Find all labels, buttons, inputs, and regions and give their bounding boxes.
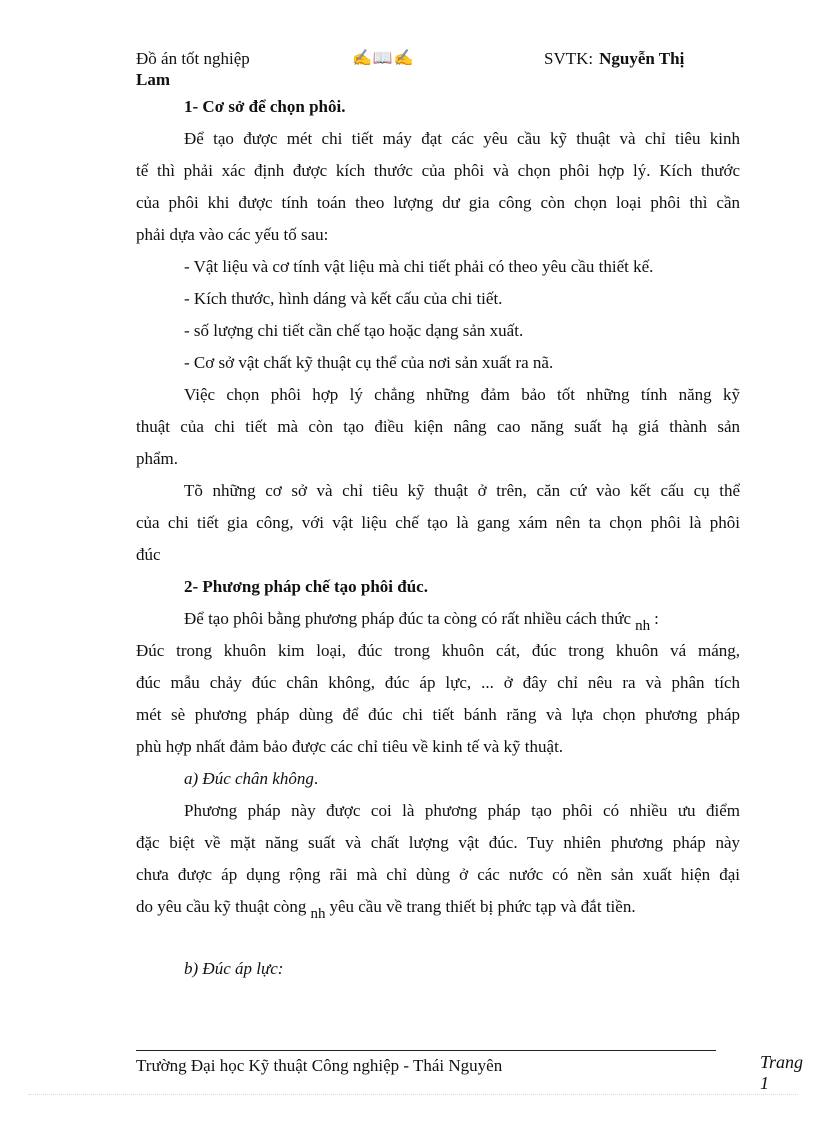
line-text-end: yêu cầu về trang thiết bị phức tạp và đắt tiền. [329,897,636,916]
paragraph-line: mét sè phương pháp dùng để đúc chi tiết bánh răng và lựa chọn phương pháp [136,705,740,724]
header-author-name-cont: Lam [136,70,170,89]
document-body [136,94,740,988]
paragraph-line: Để tạo được mét chi tiết máy đạt các yêu cầu kỹ thuật và chỉ tiêu kinh [184,129,740,148]
paragraph-line: của chi tiết gia công, với vật liệu chế tạo là gang xám nên ta chọn phôi là phôi [136,513,740,532]
subsection-heading-text: a) Đúc chân không [184,769,314,788]
book-ornament-icon: ✍📖✍ [352,50,415,67]
section-heading: 2- Phương pháp chế tạo phôi đúc. [184,577,428,596]
paragraph-line [136,894,740,926]
paragraph-line: phải dựa vào các yếu tố sau: [136,225,329,244]
line-text: do yêu cầu kỹ thuật còng [136,897,307,916]
header-title: Đồ án tốt nghiệp [136,49,250,68]
subsection-heading-end: . [313,769,319,788]
header-author-label: SVTK: [544,49,594,68]
paragraph-line: phẩm. [136,449,179,468]
bullet-item: - số lượng chi tiết cần chế tạo hoặc dạng sản xuất. [184,321,524,340]
paragraph-line: của phôi khi được tính toán theo lượng dư gia công còn chọn loại phôi thì cần [136,193,740,212]
paragraph-line: phù hợp nhất đảm bảo được các chỉ tiêu về kinh tế và kỹ thuật. [136,737,564,756]
bullet-item: - Vật liệu và cơ tính vật liệu mà chi tiết phải có theo yêu cầu thiết kế. [184,257,654,276]
paragraph-line: Tõ những cơ sở và chỉ tiêu kỹ thuật ở trên, căn cứ vào kết cấu cụ thể [184,481,740,500]
paragraph-line: đúc [136,545,161,564]
page-edge-divider [28,1094,798,1095]
line-text: Để tạo phôi bằng phương pháp đúc ta còng có rất nhiều cách thức [184,609,632,628]
paragraph-line [136,606,740,638]
section-heading: 1- Cơ sở để chọn phôi. [184,97,346,116]
paragraph-line: đúc mẫu chảy đúc chân không, đúc áp lực, ... ở đây chỉ nêu ra và phân tích [136,673,740,692]
paragraph-line: Phương pháp này được coi là phương pháp tạo phôi có nhiều ưu điểm [184,801,740,820]
paragraph-line: Việc chọn phôi hợp lý chẳng những đảm bảo tốt những tính năng kỹ [184,385,740,404]
bullet-item: - Kích thước, hình dáng và kết cấu của chi tiết. [184,289,503,308]
inline-subscript: nh [310,906,326,922]
paragraph-line: đặc biệt về mặt năng suất và chất lượng vật đúc. Tuy nhiên phương pháp này [136,833,740,852]
subsection-heading [136,766,740,798]
footer-school: Trường Đại học Kỹ thuật Công nghiệp - Thái Nguyên [136,1056,503,1075]
paragraph-line: chưa được áp dụng rộng rãi mà chỉ dùng ở các nước có nền sản xuất hiện đại [136,865,740,884]
paragraph-line: tế thì phải xác định được kích thước của phôi và chọn phôi hợp lý. Kích thước [136,161,740,180]
inline-subscript: nh [635,618,651,634]
page-number: Trang 1 [760,1052,804,1093]
header-author [544,48,684,70]
bullet-item: - Cơ sở vật chất kỹ thuật cụ thể của nơi sản xuất ra nã. [184,353,554,372]
paragraph-line: Đúc trong khuôn kim loại, đúc trong khuôn cát, đúc trong khuôn vá máng, [136,641,740,660]
footer-rule [136,1050,716,1051]
header-author-name: Nguyễn Thị [599,49,685,68]
subsection-heading: b) Đúc áp lực: [184,959,284,978]
paragraph-line: thuật của chi tiết mà còn tạo điều kiện nâng cao năng suất hạ giá thành sản [136,417,740,436]
spacer [136,926,740,956]
line-text-end: : [654,609,659,628]
